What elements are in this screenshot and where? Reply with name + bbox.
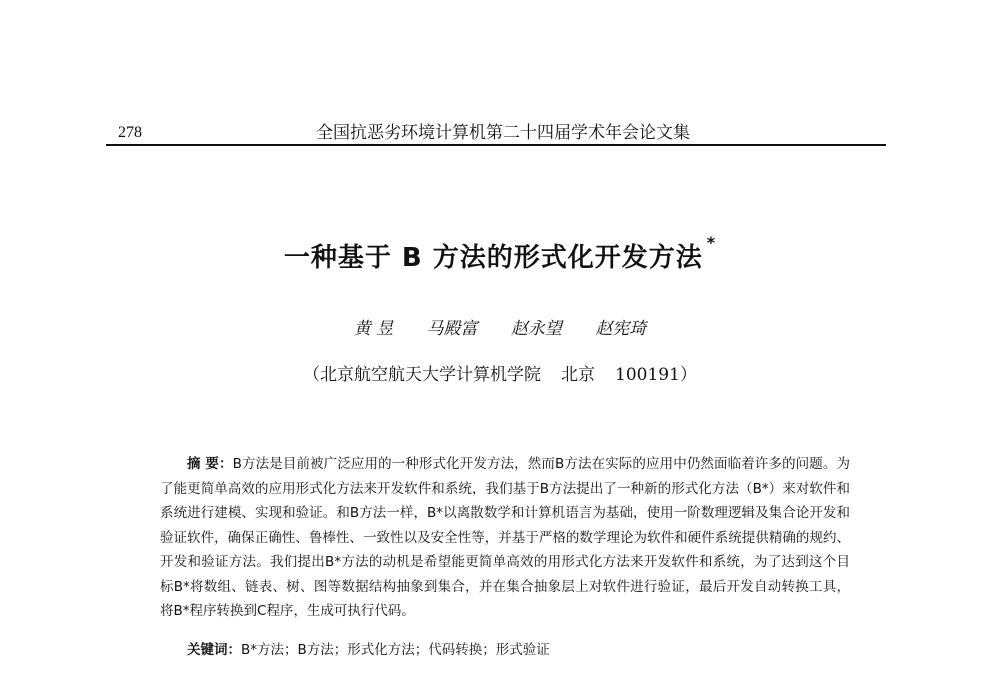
abstract-label: 摘 要： xyxy=(187,456,233,472)
author-list xyxy=(0,314,1000,339)
abstract xyxy=(160,452,850,624)
author-name: 赵永望 xyxy=(510,319,562,339)
author-name: 马殿富 xyxy=(426,319,478,339)
author-name: 赵宪琦 xyxy=(595,319,647,339)
keywords-label: 关键词： xyxy=(187,642,241,658)
affiliation-postcode: 100191） xyxy=(615,365,697,385)
affiliation xyxy=(0,360,1000,385)
keywords-text: B*方法；B方法；形式化方法；代码转换；形式验证 xyxy=(241,642,550,658)
running-header: 全国抗恶劣环境计算机第二十四届学术年会论文集 xyxy=(316,123,690,143)
paper-title xyxy=(0,233,1000,274)
paper-title-text: 一种基于 B 方法的形式化开发方法 xyxy=(283,243,703,273)
affiliation-institution: （北京航空航天大学计算机学院 xyxy=(303,365,542,385)
author-name: 黄 昱 xyxy=(353,319,394,339)
title-footnote-mark: * xyxy=(706,233,717,252)
keywords xyxy=(160,638,850,662)
header-rule xyxy=(106,144,886,146)
affiliation-city: 北京 xyxy=(561,365,596,385)
abstract-text: B方法是目前被广泛应用的一种形式化开发方法，然而B方法在实际的应用中仍然面临着许多的问题。为了能更简单高效的应用形式化方法来开发软件和系统，我们基于B方法提出了一种新的形式化方法（B*）来对软件和系统进行建模、实现和验证。和B方法一样，B*以离散数学和计算机语言为基础，使用一阶数理逻辑及集合论开发和验证软件，确保正确性、鲁棒性、一致性以及安全性等，并基于严格的数学理论为软件和硬件系统提供精确的规约、开发和验证方法。我们提出B*方法的动机是希望能更简单高效的用形式化方法来开发软件和系统，为了达到这个目标B*将数组、链表、树、图等数据结构抽象到集合，并在集合抽象层上对软件进行验证，最后开发自动转换工具，将B*程序转换到C程序，生成可执行代码。 xyxy=(160,456,850,619)
page-number: 278 xyxy=(118,124,142,141)
